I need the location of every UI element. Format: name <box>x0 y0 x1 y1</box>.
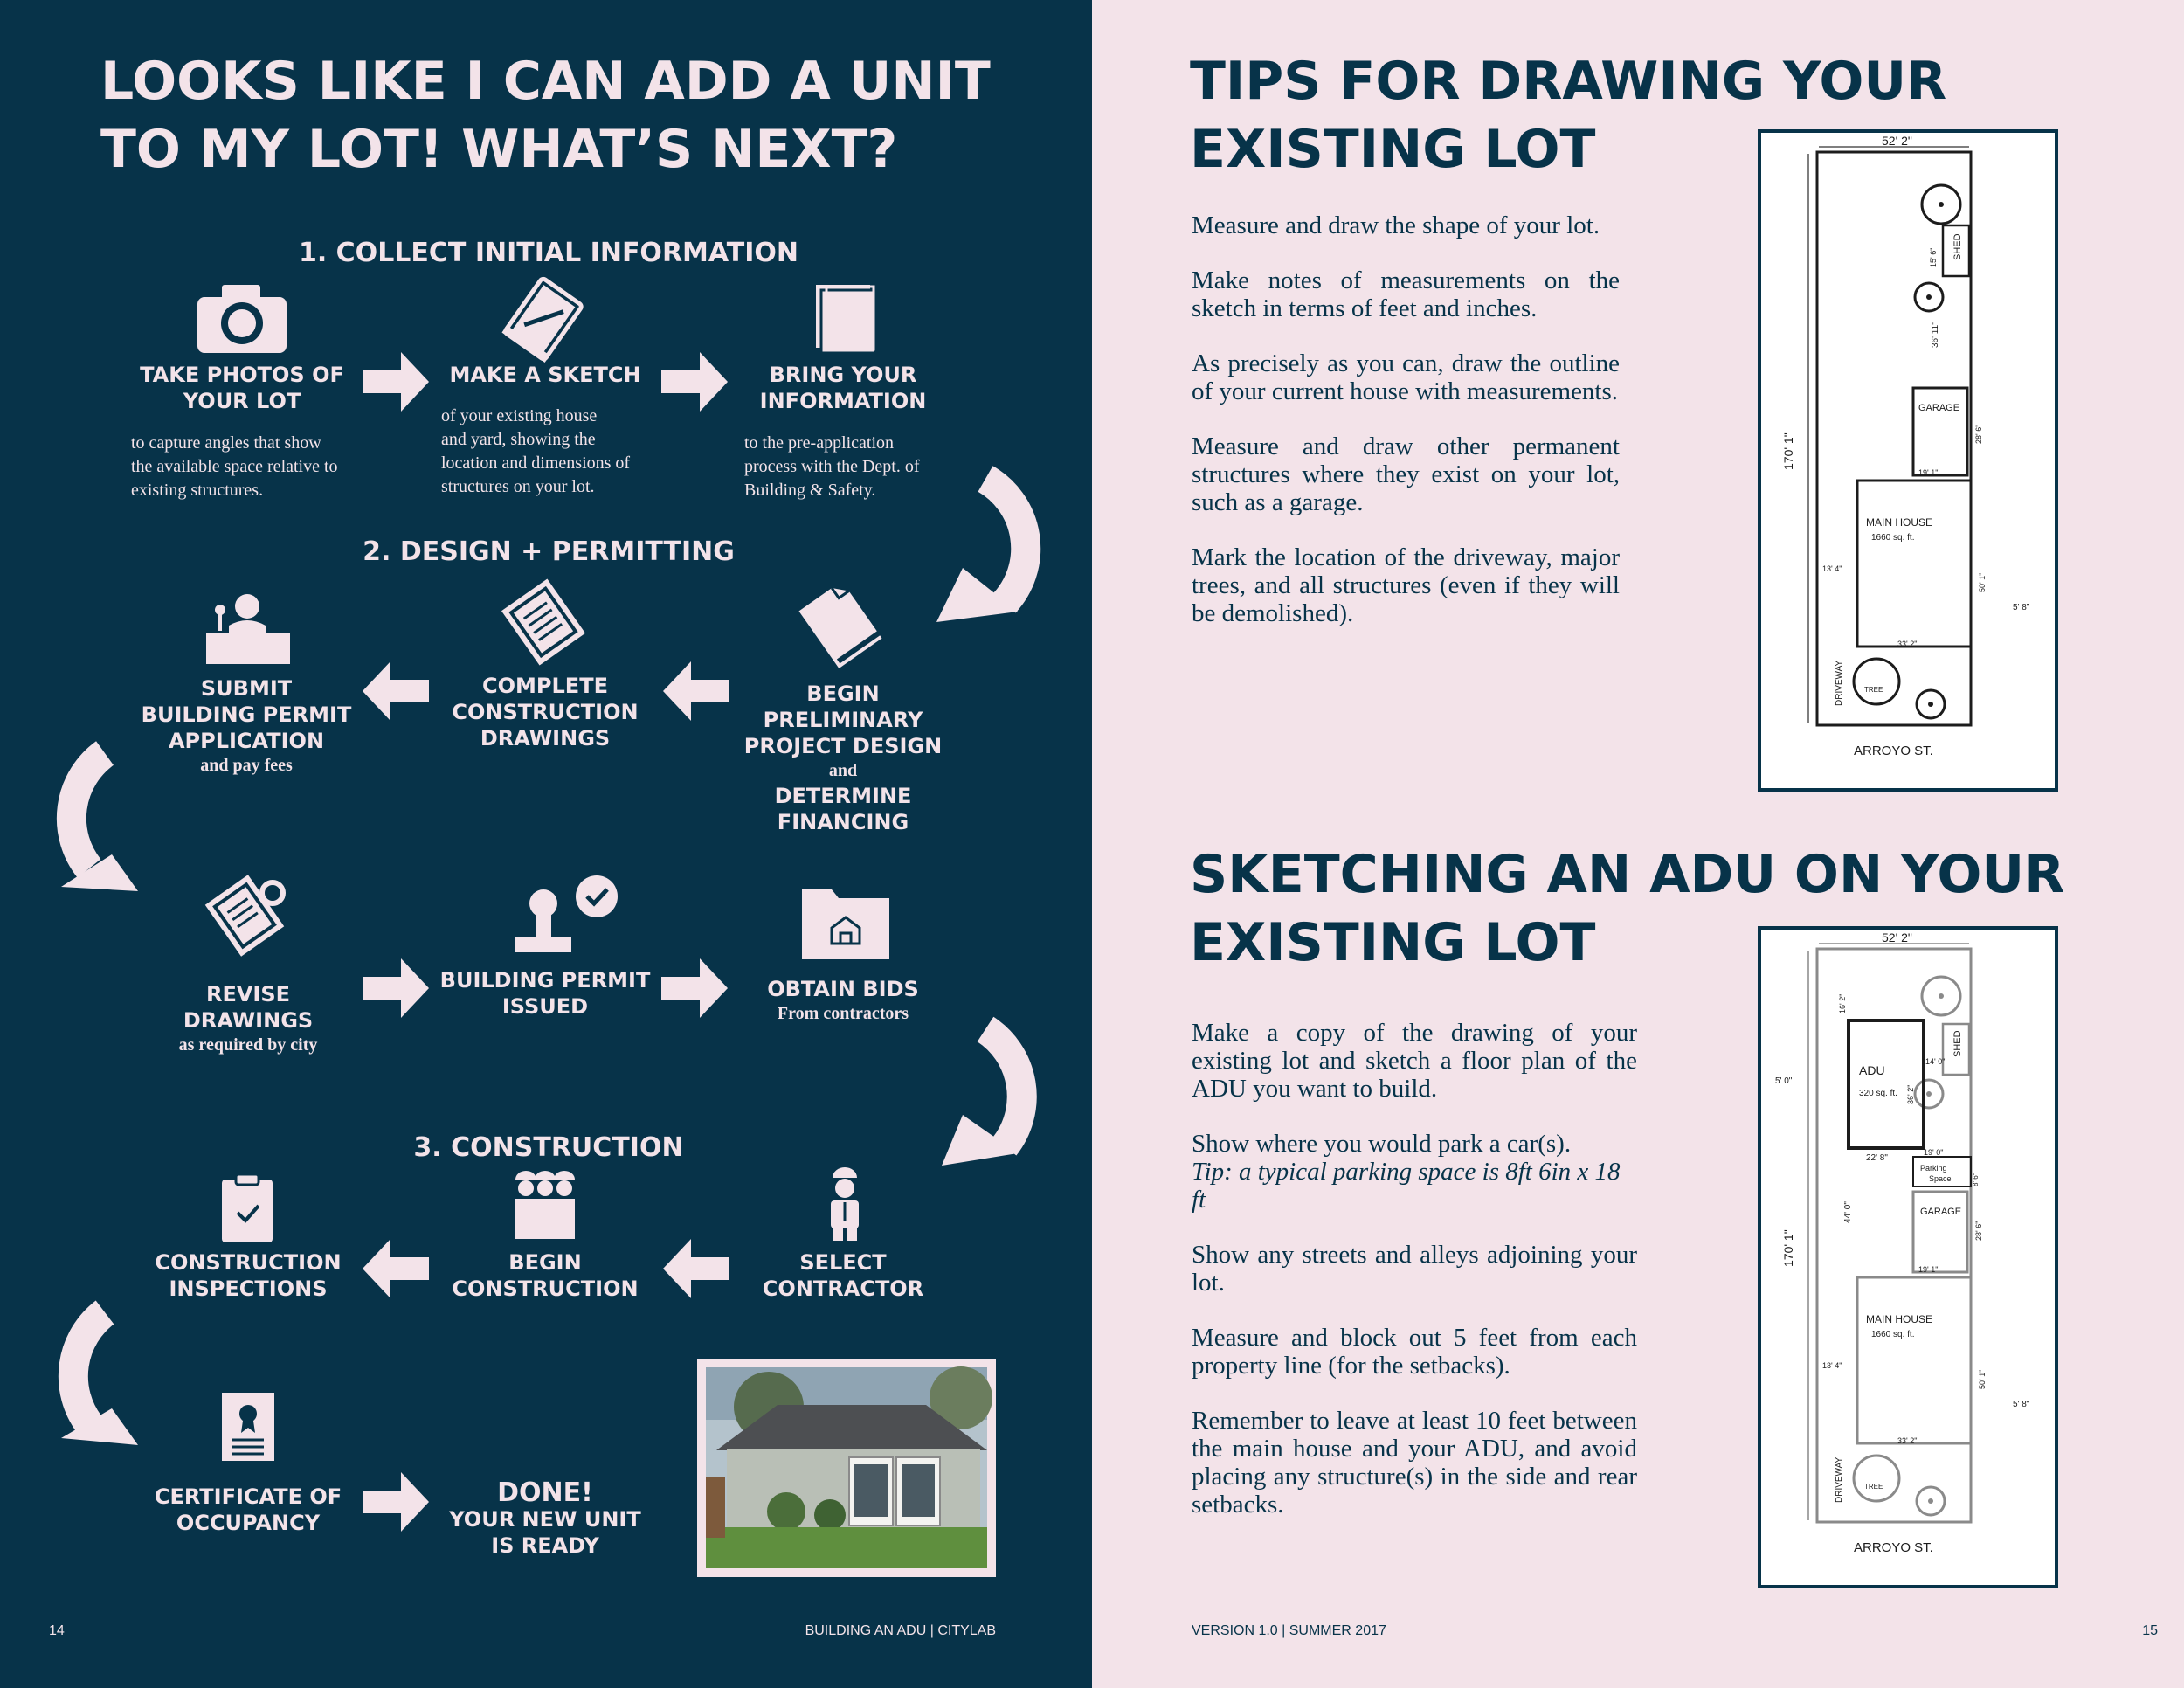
step-label: PROJECT DESIGN <box>743 734 943 758</box>
adu-setback-label: 5' 0" <box>1775 1076 1793 1086</box>
gap-dim-label: 36' 11" <box>1931 322 1940 348</box>
clipboard-icon <box>222 1174 273 1242</box>
step-label: ISSUED <box>501 994 589 1019</box>
folder-icon <box>802 889 889 959</box>
step-desc: of your existing house <box>441 406 598 425</box>
step-desc: to capture angles that show <box>131 433 321 453</box>
step-select-contractor <box>712 1249 974 1302</box>
left-title-line1: LOOKS LIKE I CAN ADD A UNIT <box>100 51 991 112</box>
step-desc: and pay fees <box>200 756 293 775</box>
step-desc: to the pre-application <box>744 433 895 453</box>
garage-height-label: 28' 6" <box>1974 1221 1983 1241</box>
step-desc: Building & Safety. <box>744 481 876 500</box>
step-label: REVISE <box>205 982 291 1007</box>
step-label: BEGIN <box>508 1250 582 1275</box>
contractor-icon <box>831 1167 859 1241</box>
tip-paragraph: Make notes of measurements on the sketch in terms of feet and inches. <box>1192 266 1620 322</box>
shed-dim-label: 15' 6" <box>1929 247 1938 267</box>
step-permit-issued <box>414 967 676 1020</box>
adu-lot-sketch <box>1758 926 2058 1588</box>
parking-label: Parking <box>1920 1164 1947 1173</box>
garage-label: GARAGE <box>1920 1207 1962 1217</box>
tip-paragraph: Mark the location of the driveway, major trees, and all structures (even if they will be demolished). <box>1192 543 1620 627</box>
page-number-right: 15 <box>2142 1623 2158 1638</box>
adu-tips-list <box>1192 1019 1637 1546</box>
house-width-label: 33' 2" <box>1897 640 1918 648</box>
step-label: BUILDING PERMIT <box>141 702 352 727</box>
revise-drawings-icon <box>205 875 284 956</box>
step-label: BEGIN <box>806 681 880 706</box>
step-label: MAKE A SKETCH <box>449 363 641 387</box>
documents-icon <box>816 285 875 353</box>
step-label: YOUR LOT <box>183 389 301 413</box>
adu-area-label: 320 sq. ft. <box>1859 1089 1897 1098</box>
step-label: OBTAIN BIDS <box>767 977 919 1001</box>
step-inspections <box>117 1249 379 1302</box>
parking-height-label: 8' 6" <box>1972 1173 1980 1186</box>
step-label: SUBMIT <box>200 676 293 701</box>
shed-label: SHED <box>1952 1030 1963 1057</box>
paper-icon <box>798 579 884 668</box>
adu-top-label: 16' 2" <box>1838 993 1847 1013</box>
garage-label: GARAGE <box>1918 403 1960 413</box>
house-width-label: 33' 2" <box>1897 1436 1918 1445</box>
house-height-label: 50' 1" <box>1978 572 1987 592</box>
tip-paragraph: Measure and draw other permanent structures where they exist on your lot, such as a garage. <box>1192 432 1620 516</box>
tips-title-line1: TIPS FOR DRAWING YOUR <box>1190 51 1947 112</box>
workers-icon <box>515 1171 575 1239</box>
existing-lot-sketch <box>1758 129 2058 792</box>
main-house-label: MAIN HOUSE <box>1866 1313 1933 1325</box>
adu-paragraph-text: Show where you would park a car(s). <box>1192 1130 1572 1158</box>
adu-title-line2: EXISTING LOT <box>1190 912 1596 973</box>
sketch-pad-icon <box>501 277 584 363</box>
adu-paragraph: Measure and block out 5 feet from each property line (for the setbacks). <box>1192 1324 1637 1380</box>
section3-heading: 3. CONSTRUCTION <box>413 1132 684 1163</box>
street-label: ARROYO ST. <box>1854 1540 1933 1555</box>
step-take-photos <box>111 362 373 414</box>
step-label: DETERMINE <box>774 784 912 808</box>
left-title-line2: TO MY LOT! WHAT’S NEXT? <box>100 119 898 180</box>
adu-photo <box>697 1359 996 1577</box>
adu-paragraph <box>1192 1130 1637 1214</box>
shed-label: SHED <box>1952 233 1963 260</box>
parking-label-2: Space <box>1929 1174 1952 1183</box>
adu-paragraph: Remember to leave at least 10 feet between the main house and your ADU, and avoid placing any structure(s) in the side and rear setbacks. <box>1192 1407 1637 1519</box>
step-label: CONSTRUCTION <box>452 700 639 724</box>
lot-length-label: 170' 1" <box>1781 1229 1795 1267</box>
main-house-label: MAIN HOUSE <box>1866 516 1933 529</box>
step-label: CERTIFICATE OF <box>154 1484 342 1509</box>
step-make-sketch <box>414 362 676 388</box>
step-certificate <box>117 1484 379 1536</box>
step-label: COMPLETE <box>482 674 608 698</box>
step-label: IS READY <box>491 1533 599 1558</box>
step-label: INFORMATION <box>759 389 927 413</box>
tip-paragraph: As precisely as you can, draw the outline of your current house with measurements. <box>1192 349 1620 405</box>
adu-width-label: 22' 8" <box>1866 1153 1888 1163</box>
parking-tip: Tip: a typical parking space is 8ft 6in x 18 ft <box>1192 1158 1621 1214</box>
garage-width-label: 19' 1" <box>1918 1265 1939 1274</box>
step-label: YOUR NEW UNIT <box>449 1507 641 1532</box>
step-desc: process with the Dept. of <box>744 457 920 476</box>
adu-right-label: 14' 0" <box>1925 1057 1946 1066</box>
right-page <box>1092 0 2184 1688</box>
step-desc: and <box>828 761 858 780</box>
certificate-icon <box>222 1393 274 1461</box>
step-label: PRELIMINARY <box>763 708 923 732</box>
step-label: SELECT <box>799 1250 887 1275</box>
lot-width-label: 52' 2" <box>1882 134 1912 148</box>
house-height-label: 50' 1" <box>1978 1369 1987 1389</box>
step-label: APPLICATION <box>168 729 325 753</box>
adu-paragraph: Make a copy of the drawing of your existing lot and sketch a floor plan of the ADU you want to build. <box>1192 1019 1637 1103</box>
page-number-left: 14 <box>49 1623 65 1638</box>
step-label: CONSTRUCTION <box>155 1250 342 1275</box>
side-right-label: 5' 8" <box>2013 603 2030 612</box>
lot-length-label: 170' 1" <box>1781 432 1795 470</box>
step-desc: the available space relative to <box>131 457 338 476</box>
side-right-label: 5' 8" <box>2013 1400 2030 1409</box>
adu-height-label: 36' 2" <box>1906 1084 1915 1104</box>
step-desc: From contractors <box>777 1004 909 1023</box>
driveway-label: DRIVEWAY <box>1835 1456 1844 1503</box>
footer-left: BUILDING AN ADU | CITYLAB <box>805 1623 996 1638</box>
step-make-sketch-desc <box>441 405 686 499</box>
step-desc: existing structures. <box>131 481 264 500</box>
driveway-label: DRIVEWAY <box>1835 660 1844 706</box>
main-house-area-label: 1660 sq. ft. <box>1871 533 1915 543</box>
step-label: BRING YOUR <box>769 363 917 387</box>
step-desc: as required by city <box>178 1035 318 1055</box>
step-label: OCCUPANCY <box>176 1511 321 1535</box>
step-label: TAKE PHOTOS OF <box>140 363 344 387</box>
tip-paragraph: Measure and draw the shape of your lot. <box>1192 211 1600 239</box>
tips-title-line2: EXISTING LOT <box>1190 119 1596 180</box>
curved-arrow-icon <box>61 1312 138 1445</box>
step-bring-information <box>712 362 974 414</box>
side-left-label: 13' 4" <box>1822 564 1842 573</box>
main-house-area-label: 1660 sq. ft. <box>1871 1330 1915 1339</box>
tips-list <box>1192 211 1620 654</box>
step-desc: structures on your lot. <box>441 477 595 496</box>
step-label: CONSTRUCTION <box>452 1276 639 1301</box>
drawings-icon <box>501 579 585 666</box>
done-heading: DONE! <box>497 1477 593 1508</box>
step-desc: and yard, showing the <box>441 430 596 449</box>
tree-label: TREE <box>1864 686 1883 694</box>
parking-width-label: 19' 0" <box>1924 1148 1944 1157</box>
step-complete-drawings <box>414 673 676 751</box>
garage-height-label: 28' 6" <box>1974 424 1983 444</box>
footer-right: VERSION 1.0 | SUMMER 2017 <box>1192 1623 1386 1638</box>
section2-heading: 2. DESIGN + PERMITTING <box>363 536 735 567</box>
street-label: ARROYO ST. <box>1854 744 1933 758</box>
section1-heading: 1. COLLECT INITIAL INFORMATION <box>298 238 799 268</box>
step-done <box>414 1477 676 1559</box>
step-label: BUILDING PERMIT <box>439 968 651 993</box>
step-label: DRAWINGS <box>480 726 611 751</box>
tree-label: TREE <box>1864 1483 1883 1491</box>
step-begin-construction <box>414 1249 676 1302</box>
adu-title-line1: SKETCHING AN ADU ON YOUR <box>1190 844 2065 905</box>
step-take-photos-desc <box>131 432 376 502</box>
step-desc: location and dimensions of <box>441 453 631 473</box>
camera-icon <box>197 285 287 353</box>
step-begin-design <box>712 681 974 835</box>
curved-arrow-icon <box>942 1029 1022 1166</box>
lot-width-label: 52' 2" <box>1882 930 1912 944</box>
step-submit-permit <box>115 675 377 778</box>
step-label: CONTRACTOR <box>762 1276 924 1301</box>
step-label: INSPECTIONS <box>169 1276 328 1301</box>
adu-paragraph: Show any streets and alleys adjoining your lot. <box>1192 1241 1637 1297</box>
step-obtain-bids <box>712 976 974 1026</box>
adu-label: ADU <box>1859 1063 1885 1077</box>
step-label: FINANCING <box>777 810 909 834</box>
desk-icon <box>206 594 290 664</box>
gap-dim-label: 44' 0" <box>1843 1201 1853 1223</box>
stamp-icon <box>515 875 618 952</box>
side-left-label: 13' 4" <box>1822 1361 1842 1370</box>
garage-width-label: 19' 1" <box>1918 468 1939 477</box>
step-label: DRAWINGS <box>183 1008 314 1033</box>
step-revise-drawings <box>117 981 379 1057</box>
step-bring-information-desc <box>744 432 989 502</box>
